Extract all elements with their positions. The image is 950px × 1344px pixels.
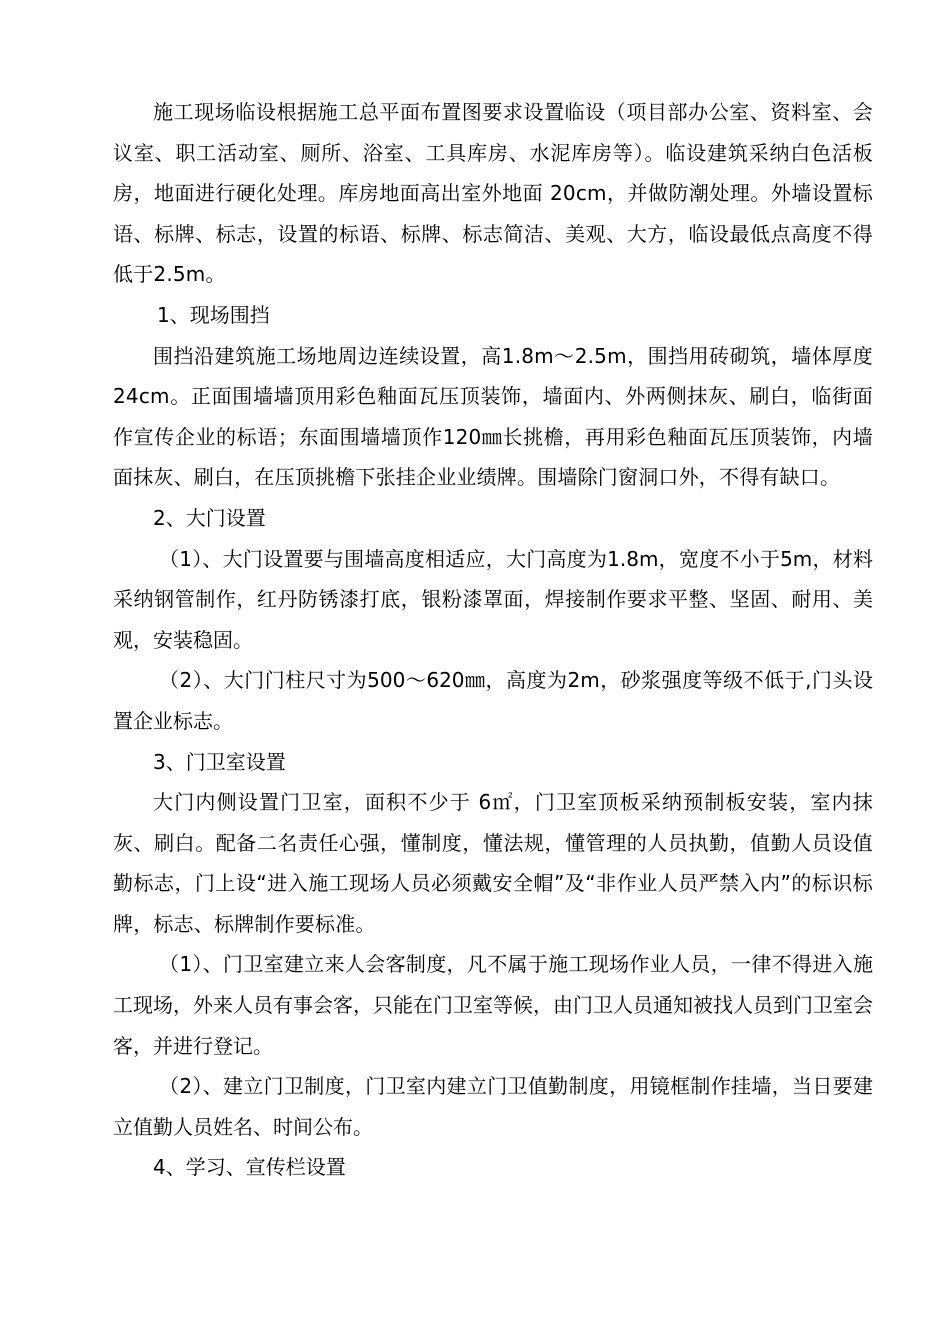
section-1-paragraph: 围挡沿建筑施工场地周边连续设置，高1.8m～2.5m，围挡用砖砌筑，墙体厚度24cm。正面围墙墙顶用彩色釉面瓦压顶装饰，墙面内、外两侧抹灰、刷白，临街面作宣传企业的标语；东面围墙墙顶作120㎜长挑檐，再用彩色釉面瓦压顶装饰，内墙面抹灰、刷白，在压顶挑檐下张挂企业业绩牌。围墙除门窗洞口外，不得有缺口。 bbox=[113, 343, 873, 490]
section-3-item-1: （1）、门卫室建立来人会客制度，凡不属于施工现场作业人员，一律不得进入施工现场，外来人员有事会客，只能在门卫室等候，由门卫人员通知被找人员到门卫室会客，并进行登记。 bbox=[113, 952, 873, 1058]
section-2-heading: 2、大门设置 bbox=[153, 505, 266, 530]
section-4-heading: 4、学习、宣传栏设置 bbox=[153, 1155, 346, 1180]
section-3-heading: 3、门卫室设置 bbox=[153, 749, 286, 774]
section-2-item-1: （1）、大门设置要与围墙高度相适应，大门高度为1.8m，宽度不小于5m，材料采纳钢管制作，红丹防锈漆打底，银粉漆罩面，焊接制作要求平整、坚固、耐用、美观，安装稳固。 bbox=[113, 546, 873, 652]
section-2-item-2: （2）、大门门柱尺寸为500～620㎜，高度为2m，砂浆强度等级不低于,门头设置企业标志。 bbox=[113, 668, 873, 733]
section-3-item-2: （2）、建立门卫制度，门卫室内建立门卫值勤制度，用镜框制作挂墙，当日要建立值勤人员姓名、时间公布。 bbox=[113, 1074, 873, 1139]
section-1-heading: 1、现场围挡 bbox=[157, 302, 270, 327]
section-3-paragraph: 大门内侧设置门卫室，面积不少于 6㎡，门卫室顶板采纳预制板安装，室内抹灰、刷白。配备二名责任心强，懂制度，懂法规，懂管理的人员执勤，值勤人员设值勤标志，门上设“进入施工现场人员必须戴安全帽”及“非作业人员严禁入内”的标识标牌，标志、标牌制作要标准。 bbox=[113, 790, 873, 936]
intro-paragraph: 施工现场临设根据施工总平面布置图要求设置临设（项目部办公室、资料室、会议室、职工活动室、厕所、浴室、工具库房、水泥库房等）。临设建筑采纳白色活板房，地面进行硬化处理。库房地面高出室外地面 20cm，并做防潮处理。外墙设置标语、标牌、标志，设置的标语、标牌、标志简洁、美观、大方，临设最低点高度不得低于2.5m。 bbox=[113, 100, 873, 287]
document-body bbox=[113, 92, 873, 1188]
